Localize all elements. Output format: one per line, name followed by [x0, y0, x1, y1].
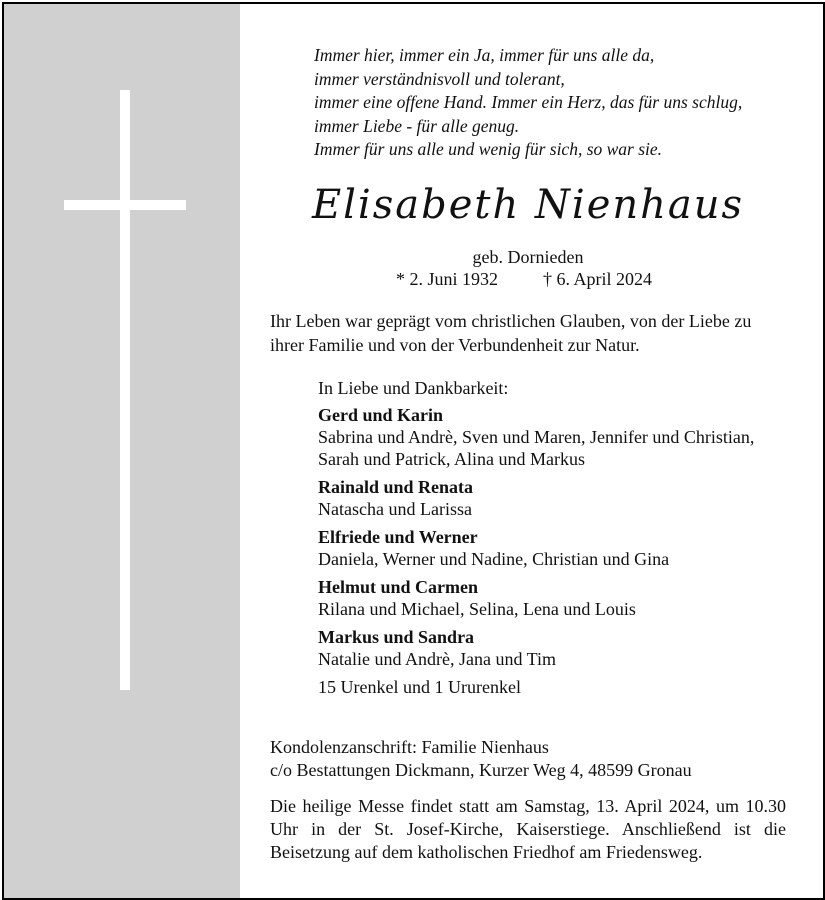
poem-line: immer verständnisvoll und tolerant, [314, 68, 565, 89]
family-heading: In Liebe und Dankbarkeit: [318, 378, 509, 398]
family-group-line: Rilana und Michael, Selina, Lena und Louis [318, 599, 636, 619]
death-date: † 6. April 2024 [543, 269, 653, 289]
condolence-line: c/o Bestattungen Dickmann, Kurzer Weg 4, 48599 Gronau [270, 760, 692, 780]
poem [314, 44, 742, 162]
gray-sidebar [4, 4, 240, 898]
cross-vertical-beam [120, 90, 130, 690]
born-name: geb. Dornieden [472, 247, 584, 267]
poem-line: immer Liebe - für alle genug. [314, 115, 520, 136]
obituary-content [270, 4, 786, 898]
birth-date: * 2. Juni 1932 [396, 269, 499, 289]
funeral-mass-info: Die heilige Messe findet statt am Samstag, 13. April 2024, um 10.30 Uhr in der St. Josef-Kirche, Kaiserstiege. Anschließend ist die Beisetzung auf dem katholischen Friedhof am Friedensweg. [270, 796, 786, 862]
family-group-line: Sarah und Patrick, Alina und Markus [318, 449, 585, 469]
family-group [318, 526, 786, 570]
poem-line: immer eine offene Hand. Immer ein Herz, das für uns schlug, [314, 92, 743, 112]
deceased-name: Elisabeth Nienhaus [311, 182, 745, 228]
family-group-names: Markus und Sandra [318, 627, 475, 647]
family-group [318, 404, 786, 470]
intro-text: Ihr Leben war geprägt vom christlichen Glauben, von der Liebe zu ihrer Familie und von der Verbundenheit zur Natur. [270, 311, 752, 355]
family-group-line: Daniela, Werner und Nadine, Christian und Gina [318, 549, 670, 569]
poem-line: Immer für uns alle und wenig für sich, so war sie. [314, 139, 663, 159]
family-group-names: Elfriede und Werner [318, 527, 478, 547]
family-group [318, 576, 786, 620]
family-group-names: Gerd und Karin [318, 405, 444, 425]
family-group-names: Helmut und Carmen [318, 577, 479, 597]
family-list [318, 377, 786, 698]
family-group-line: Natalie und Andrè, Jana und Tim [318, 649, 556, 669]
family-group-line: Natascha und Larissa [318, 499, 472, 519]
great-grandchildren: 15 Urenkel und 1 Ururenkel [318, 677, 521, 697]
family-group-line: Sabrina und Andrè, Sven und Maren, Jennifer und Christian, [318, 427, 755, 447]
cross-horizontal-beam [64, 200, 186, 210]
obituary-card [2, 2, 825, 900]
family-group [318, 626, 786, 670]
condolence-line: Kondolenzanschrift: Familie Nienhaus [270, 737, 549, 757]
poem-line: Immer hier, immer ein Ja, immer für uns alle da, [314, 45, 655, 65]
condolence-address [270, 736, 786, 782]
family-group-names: Rainald und Renata [318, 477, 474, 497]
family-group [318, 476, 786, 520]
